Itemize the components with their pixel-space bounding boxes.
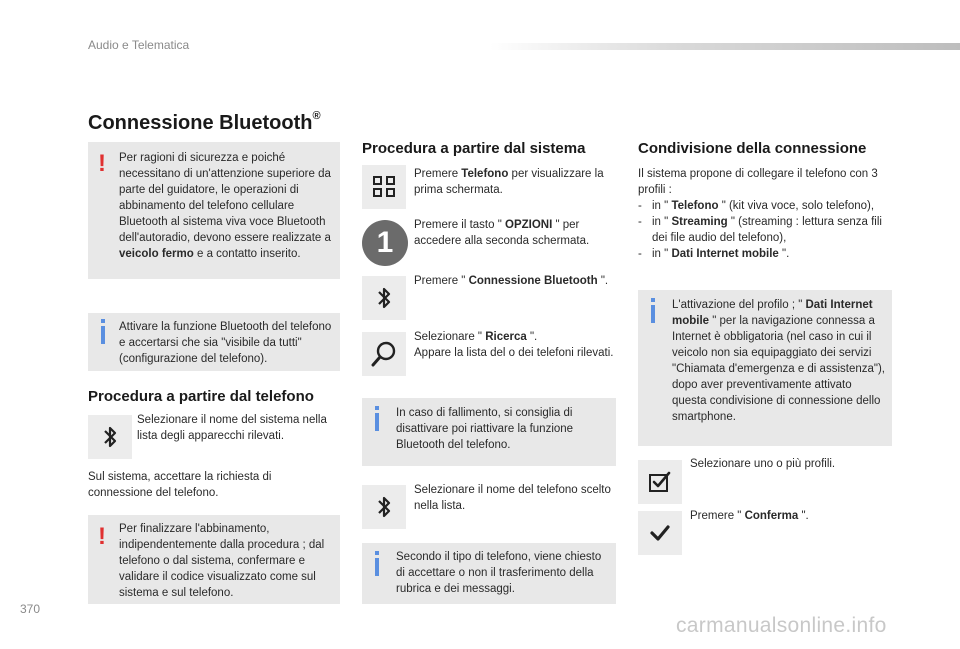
system-step5-text: Selezionare il nome del telefono scelto nella lista. — [414, 484, 611, 512]
confirm-step-text: Premere " Conferma ". — [690, 510, 809, 522]
info-icon-bar — [651, 305, 655, 323]
checkbox-icon — [648, 471, 672, 493]
system-step1-text: Premere Telefono per visualizzare la prima schermata. — [414, 168, 604, 196]
info-icon-bar — [101, 326, 105, 344]
warning-text-pairing: Per finalizzare l'abbinamento, indipendentemente dalla procedura ; dal telefono o dal sistema, confermare e validare il codice visualizzato come sul sistema e sul telefono. — [119, 523, 325, 599]
header-divider — [490, 43, 960, 50]
profiles-intro: Il sistema propone di collegare il telefono con 3 profili : — [638, 168, 878, 196]
list-item: - in " Streaming " (streaming : lettura senza fili dei file audio del telefono), — [638, 216, 882, 244]
phone-step-text: Selezionare il nome del sistema nella lista degli apparecchi rilevati. — [137, 414, 327, 442]
phone-grid-icon — [372, 176, 396, 198]
step-icon-box — [362, 165, 406, 209]
info-text-activate: Attivare la funzione Bluetooth del telefono e accertarsi che sia "visibile da tutti" (configurazione del telefono). — [119, 321, 332, 365]
warning-text-safety: Per ragioni di sicurezza e poiché necessitano di un'attenzione superiore da parte del guidatore, le operazioni di abbinamento del telefono cellulare Bluetooth al sistema viva voce Bluetooth dell'autoradio, devono essere realizzate a veicolo fermo e a contatto inserito. — [119, 152, 331, 260]
bluetooth-icon — [376, 286, 392, 310]
search-icon — [370, 340, 398, 368]
checkmark-icon — [649, 524, 671, 542]
step-icon-box — [362, 276, 406, 320]
profiles-step-text: Selezionare uno o più profili. — [690, 458, 836, 470]
step-icon-box — [88, 415, 132, 459]
info-icon-bar — [375, 558, 379, 576]
section-title: Audio e Telematica — [88, 38, 190, 52]
info-icon — [375, 406, 379, 410]
heading-phone-procedure: Procedura a partire dal telefono — [88, 388, 314, 405]
list-item: - in " Telefono " (kit viva voce, solo telefono), — [638, 200, 875, 212]
page-number: 370 — [20, 602, 41, 616]
step-icon-box — [362, 485, 406, 529]
info-text-data-profile: L'attivazione del profilo ; " Dati Internet mobile " per la navigazione connessa a Internet è obbligatoria (nel caso in cui il veicolo non sia equipaggiato dei servizi "Chiamata d'emergenza e di assistenza"), dopo aver preventivamente attivato questa condivisione di connessione dello smartphone. — [672, 299, 885, 423]
info-icon — [375, 551, 379, 555]
bluetooth-icon — [376, 495, 392, 519]
phone-accept-text: Sul sistema, accettare la richiesta di connessione del telefono. — [88, 471, 272, 499]
step-number-badge: 1 — [362, 220, 408, 266]
heading-system-procedure: Procedura a partire dal sistema — [362, 140, 586, 157]
profile-list — [638, 198, 894, 262]
step-icon-box — [362, 332, 406, 376]
step-icon-box — [638, 511, 682, 555]
info-icon — [651, 298, 655, 302]
watermark: carmanualsonline.info — [676, 614, 887, 637]
system-step2-text: Premere il tasto " OPZIONI " per accedere alla seconda schermata. — [414, 219, 590, 247]
system-step3-text: Premere " Connessione Bluetooth ". — [414, 275, 609, 287]
step-icon-box — [638, 460, 682, 504]
info-icon — [101, 319, 105, 323]
page-title: Connessione Bluetooth® — [88, 110, 321, 134]
info-text-phonebook: Secondo il tipo di telefono, viene chiesto di accettare o non il trasferimento della rubrica e dei messaggi. — [396, 551, 602, 595]
warning-icon: ! — [98, 523, 106, 550]
info-text-failure: In caso di fallimento, si consiglia di disattivare poi riattivare la funzione Bluetooth del telefono. — [396, 407, 574, 451]
warning-icon: ! — [98, 150, 106, 177]
heading-connection-sharing: Condivisione della connessione — [638, 140, 867, 157]
system-step4-text: Selezionare " Ricerca ". Appare la lista del o dei telefoni rilevati. — [414, 331, 614, 359]
info-icon-bar — [375, 413, 379, 431]
bluetooth-icon — [102, 425, 118, 449]
list-item: - in " Dati Internet mobile ". — [638, 248, 790, 260]
